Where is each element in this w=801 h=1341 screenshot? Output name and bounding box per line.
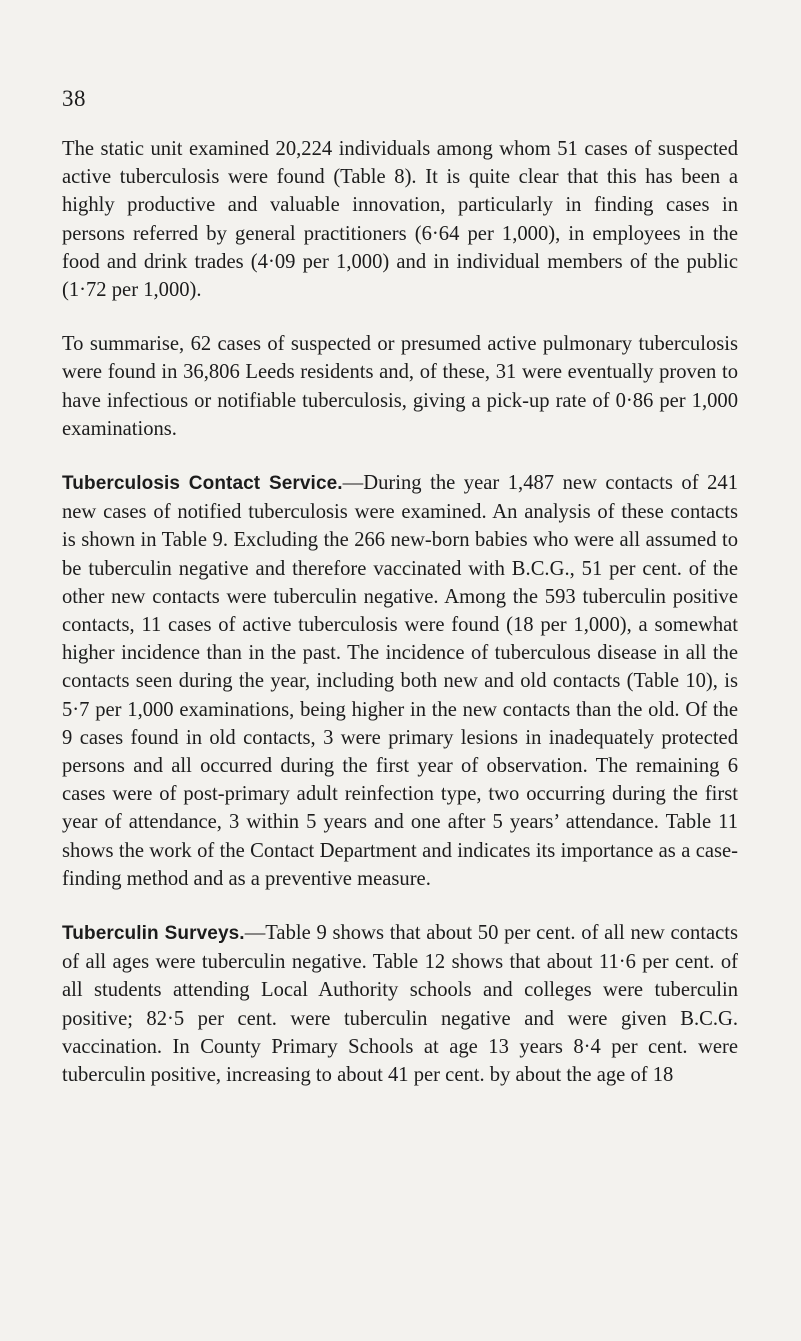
paragraph-summary [62, 330, 738, 443]
paragraph-text: —During the year 1,487 new contacts of 241 new cases of notified tuberculosis were examined. An analysis of these contacts is shown in Table 9. Excluding the 266 new-born babies who were all assumed to be tuberculin negative and therefore vaccinated with B.C.G., 51 per cent. of the other new contacts were tuberculin negative. Among the 593 tuberculin positive contacts, 11 cases of active tuberculosis were found (18 per 1,000), a somewhat higher incidence than in the past. The incidence of tuberculous disease in all the contacts seen during the year, including both new and old contacts (Table 10), is 5·7 per 1,000 examinations, being higher in the new contacts than the old. Of the 9 cases found in old contacts, 3 were primary lesions in inadequately protected persons and all occurred during the first year of observation. The remaining 6 cases were of post-primary adult reinfection type, two occurring during the first year of attendance, 3 within 5 years and one after 5 years’ attendance. Table 11 shows the work of the Contact Department and indicates its importance as a case-finding method and as a preventive measure. [62, 472, 738, 890]
paragraph-text: The static unit examined 20,224 individuals among whom 51 cases of suspected active tuberculosis were found (Table 8). It is quite clear that this has been a highly productive and valuable innovation, particularly in finding cases in persons referred by general practitioners (6·64 per 1,000), in employees in the food and drink trades (4·09 per 1,000) and in individual members of the public (1·72 per 1,000). [62, 138, 738, 302]
section-heading: Tuberculosis Contact Service. [62, 473, 343, 495]
paragraph-static-unit [62, 135, 738, 304]
section-heading: Tuberculin Surveys. [62, 923, 245, 945]
paragraph-contact-service [62, 469, 738, 893]
paragraph-text: —Table 9 shows that about 50 per cent. of all new contacts of all ages were tuberculin negative. Table 12 shows that about 11·6 per cent. of all students attending Local Authority schools and colleges were tuberculin positive; 82·5 per cent. were tuberculin negative and were given B.C.G. vaccination. In County Primary Schools at age 13 years 8·4 per cent. were tuberculin positive, increasing to about 41 per cent. by about the age of 18 [62, 922, 738, 1087]
body-text [62, 135, 738, 1115]
paragraph-text: To summarise, 62 cases of suspected or presumed active pulmonary tuberculosis were found in 36,806 Leeds residents and, of these, 31 were eventually proven to have infectious or notifiable tuberculosis, giving a pick-up rate of 0·86 per 1,000 examinations. [62, 333, 738, 440]
paragraph-tuberculin-surveys [62, 919, 738, 1089]
page-number: 38 [62, 86, 86, 111]
